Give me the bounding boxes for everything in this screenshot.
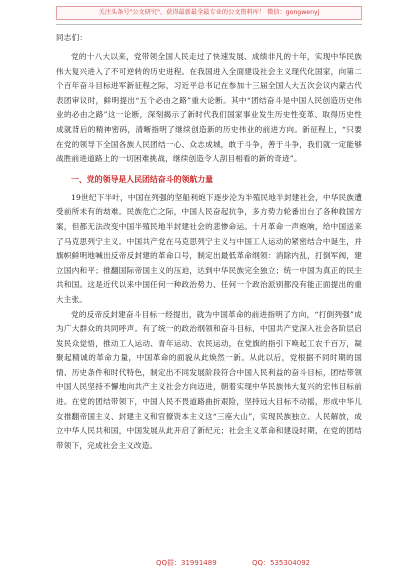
top-banner: 关注头条号"公文研究"，获得最新最全最专业的公文资料库！ 微信：gongwenyj xyxy=(56,6,362,20)
section-heading-1: 一、党的领导是人民团结奋斗的领航力量 xyxy=(71,174,214,184)
salutation: 同志们： xyxy=(56,33,88,42)
document-body xyxy=(56,32,362,453)
paragraph-history: 19世纪下半叶，中国在列强的坚船利炮下逐步沦为半殖民地半封建社会，中华民族遭受前所未有的劫难。民族危亡之际，中国人民奋起抗争，多方势力轮番出台了各种救国方案，但都无法改变中国半殖民地半封建社会的悲惨命运。十月革命一声炮响，给中国送来了马克思列宁主义。中国共产党在马克思列宁主义与中国工人运动的紧密结合中诞生，并旗帜鲜明地喊出反帝反封建的革命口号，制定出最低革命纲领：消除内乱，打倒军阀，建立国内和平；推翻国际帝国主义的压迫，达到中华民族完全独立；统一中国为真正的民主共和国。这是近代以来中国任何一种政治势力、任何一个政治派别都没有能正面提出的重大主张。 xyxy=(56,192,362,304)
footer-qq-number: QQ：535304092 xyxy=(252,559,311,567)
paragraph-struggle: 党的反帝反封建奋斗目标一经提出，就为中国革命的前进指明了方向，“打倒列强”成为广大群众的共同呼声。有了统一的政治纲领和奋斗目标，中国共产党深入社会各阶层启发民众觉悟，推动工人运动、青年运动、农民运动，在党旗的指引下唤起工农千百万，凝聚起精诚的革命力量，中国革命的面貌从此焕然一新。从此以后，党根据不同时期的国情、历史条件和时代特色，制定出不同发展阶段符合中国人民利益的奋斗目标，团结带领中国人民坚持不懈地向共产主义社会方向迈进，朝着实现中华民族伟大复兴的宏伟目标前进。在党的团结带领下，中国人民不畏道路曲折艰险，坚持远大目标不动摇，形成中华儿女推翻帝国主义、封建主义和官僚资本主义这“三座大山”，实现民族独立、人民解放，成立中华人民共和国，中国发展从此开启了新纪元；社会主义革命和建设时期，在党的团结带领下，完成社会主义改造。 xyxy=(56,309,362,450)
header-divider xyxy=(56,24,362,25)
footer-qq-group: QQ群：31991489 xyxy=(156,559,217,567)
footer xyxy=(56,558,362,572)
paragraph-intro: 党的十八大以来，党带领全国人民走过了快速发展、成绩非凡的十年，实现中华民族伟大复兴进入了不可逆转的历史进程。在我国进入全面建设社会主义现代化国家，向第二个百年奋斗目标进军新征程之际，习近平总书记在参加十三届全国人大五次会议内蒙古代表团审议时，鲜明提出“五个必由之路”重大论断。其中“团结奋斗是中国人民创造历史伟业的必由之路”这一论断，深刻揭示了新时代我们国家事业发生历史性变革、取得历史性成就背后的精神密码，清晰指明了继续创造新的历史伟业的前进方向。新征程上，“只要在党的领导下全国各族人民团结一心、众志成城，敢于斗争，善于斗争，我们就一定能够战胜前进道路上的一切困难挑战，继续创造令人刮目相看的新的奇迹”。 xyxy=(56,52,362,164)
